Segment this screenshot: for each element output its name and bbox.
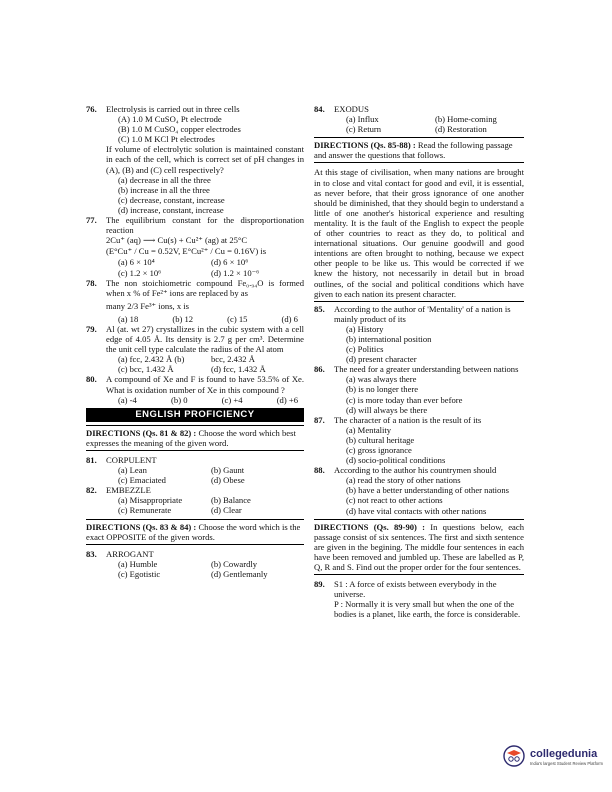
option-d: (d) +6 (276, 394, 298, 405)
question-80 (86, 374, 304, 404)
directions-81-82 (86, 425, 304, 451)
question-83 (86, 549, 304, 579)
question-body: If volume of electrolytic solution is maintained constant in each of the cell, which is correct set of pH changes in (A), (B) and (C) cell respectively? (106, 144, 304, 175)
question-stem: The character of a nation is the result of its (334, 414, 482, 425)
question-number: 81. (86, 455, 97, 465)
reading-passage: At this stage of civilisation, when many nations are brought in to close and vital contact for good and evil, it is essential, as never before, that their gross ignorance of one another should be diminished, that they should begin to understand a little of one another's historical experience and resulting mentality. It is the fault of the English to expect the people of other countries to react as they do, to political and international situations. Our genuine goodwill and good intentions are often brought to nothing, because we expect other people to be like us. This would be corrected if we knew the history, not necessarily in detail but in broad outlines, of the social and political conditions which have given to each nation its present character. (314, 167, 524, 301)
option-d: (d) will always be there (346, 404, 428, 415)
option-d: (d) increase, constant, increase (118, 204, 224, 215)
option-c: (c) gross ignorance (346, 445, 412, 455)
option-b: (b) 12 (172, 313, 194, 324)
question-82 (86, 485, 304, 515)
question-85 (314, 304, 524, 365)
directions-89-90 (314, 519, 524, 575)
directions-83-84 (86, 519, 304, 545)
question-line: many 2/3 Fe³⁺ ions, x is (106, 300, 190, 311)
options-row (106, 395, 304, 405)
question-word: EMBEZZLE (106, 485, 151, 496)
option-c: (c) decrease, constant, increase (118, 194, 225, 205)
option-d: (d) 1.2 × 10⁻⁶ (211, 267, 260, 278)
cell-c: (C) 1.0 M KCl Pt electrodes (118, 134, 215, 145)
question-81 (86, 455, 304, 485)
option-a: (a) Influx (346, 114, 379, 125)
option-b: bcc, 2.432 Å (211, 354, 255, 365)
question-number: 79. (86, 323, 97, 334)
option-b: (b) increase in all the three (118, 184, 210, 195)
right-column (314, 104, 524, 620)
logo-name[interactable]: collegedunia (530, 748, 598, 760)
question-number: 86. (314, 364, 325, 375)
option-d: (d) socio-political conditions (346, 455, 446, 466)
cell-b: (B) 1.0 M CuSO₄ copper electrodes (118, 124, 241, 135)
option-d: (d) Gentlemanly (211, 568, 268, 579)
option-d: (d) fcc, 1.432 Å (211, 364, 266, 375)
option-c: (c) Remunerate (118, 505, 172, 516)
option-b: (b) Home-coming (435, 114, 497, 125)
options-row (106, 364, 304, 374)
options-row (106, 268, 304, 278)
directions-text: Choose the word which is the exact OPPOSITE of the given words. (86, 521, 301, 542)
options-row (106, 314, 304, 324)
question-79 (86, 324, 304, 374)
option-a: (a) 6 × 10⁴ (118, 257, 155, 268)
option-d: (d) 6 × 10⁶ (211, 257, 249, 268)
directions-85-88 (314, 137, 524, 163)
option-a: (a) Lean (118, 465, 147, 476)
option-b: (b) is no longer there (346, 384, 419, 395)
question-word: EXODUS (334, 104, 369, 114)
question-77 (86, 215, 304, 278)
question-84 (314, 104, 524, 134)
question-78 (86, 278, 304, 324)
question-87 (314, 415, 524, 465)
cell-a: (A) 1.0 M CuSO₄ Pt electrode (118, 114, 222, 125)
sentence-s1: S1 : A force of exists between everybody in the universe. (334, 579, 497, 600)
options-row (106, 495, 304, 505)
question-number: 83. (86, 548, 97, 559)
section-banner: ENGLISH PROFICIENCY (86, 408, 304, 422)
directions-text: Choose the word which best expresses the meaning of the given word. (86, 427, 296, 448)
question-number: 88. (314, 465, 325, 476)
options-row (106, 257, 304, 267)
question-89 (314, 579, 524, 619)
question-number: 89. (314, 579, 325, 590)
option-c: (c) bcc, 1.432 Å (118, 364, 174, 375)
options-row (106, 475, 304, 485)
question-number: 78. (86, 277, 97, 288)
option-d: (d) 6 (281, 313, 298, 324)
options-row (106, 569, 304, 579)
logo-tagline: India's largest Student Review Platform (530, 761, 603, 766)
option-a: (a) fcc, 2.432 Å (b) (118, 354, 185, 365)
option-a: (a) History (346, 323, 384, 334)
question-stem: Electrolysis is carried out in three cells (106, 104, 240, 114)
question-number: 85. (314, 303, 325, 314)
option-c: (c) Emaciated (118, 475, 166, 486)
directions-label: DIRECTIONS (Qs. 81 & 82) : (86, 427, 197, 438)
question-word: ARROGANT (106, 548, 154, 559)
option-d: (d) have vital contacts with other nations (346, 505, 487, 516)
directions-label: DIRECTIONS (Qs. 89-90) : (314, 521, 426, 532)
question-number: 87. (314, 414, 325, 425)
electrode-data: (E°Cu⁺ / Cu = 0.52V, E°Cu²⁺ / Cu = 0.16V) is (106, 246, 267, 257)
option-a: (a) read the story of other nations (346, 475, 461, 486)
left-column (86, 104, 304, 579)
option-d: (d) Clear (211, 505, 242, 516)
option-c: (c) Egotistic (118, 568, 161, 579)
option-c: (c) not react to other actions (346, 495, 443, 506)
option-d: (d) Obese (211, 475, 245, 486)
directions-text: In questions below, each passage consist of six sentences. The first and sixth sentence are given in the begining. The middle four sentences in each have been removed and jumbled up. These are labelled as P, Q, R and S. Find out the proper order for the four sentences. (314, 521, 524, 573)
option-a: (a) was always there (346, 374, 417, 385)
option-b: (b) 0 (171, 394, 188, 405)
question-word: CORPULENT (106, 455, 157, 465)
option-c: (c) +4 (221, 394, 243, 405)
option-a: (a) 18 (118, 313, 139, 324)
options-row (106, 559, 304, 569)
options-row (106, 354, 304, 364)
option-c: (c) Politics (346, 344, 384, 355)
question-stem: The equilibrium constant for the disproportionation reaction (106, 215, 304, 236)
question-number: 80. (86, 374, 97, 385)
directions-text: Read the following passage and answer the questions that follows. (314, 140, 513, 161)
sentence-p: P : Normally it is very small but when the one of the bodies is a planet, like earth, the force is considerable. (334, 599, 521, 620)
option-b: (b) Gaunt (211, 465, 245, 476)
question-76 (86, 104, 304, 215)
option-d: (d) Restoration (435, 124, 487, 135)
option-d: (d) present character (346, 354, 417, 365)
options-row (106, 465, 304, 475)
question-stem: Al (at. wt 27) crystallizes in the cubic system with a cell edge of 4.05 Å. Its density is 2.7 g per cm³. Determine the unit cell type calculate the radius of the Al atom (106, 323, 304, 355)
option-b: (b) cultural heritage (346, 434, 415, 445)
option-a: (a) Misappropriate (118, 495, 183, 506)
question-stem: A compound of Xe and F is found to have 53.5% of Xe. What is oxidation number of Xe in this compound ? (106, 374, 304, 395)
option-c: (c) is more today than ever before (346, 394, 463, 405)
directions-label: DIRECTIONS (Qs. 83 & 84) : (86, 521, 197, 532)
question-stem: According to the author his countrymen should (334, 465, 497, 476)
options-row (334, 124, 524, 134)
option-b: (b) have a better understanding of other nations (346, 485, 509, 496)
option-a: (a) -4 (118, 394, 137, 405)
question-stem: According to the author of 'Mentality' of a nation is mainly product of its (334, 303, 511, 324)
option-c: (c) 1.2 × 10⁶ (118, 267, 162, 278)
option-c: (c) Return (346, 124, 382, 135)
option-a: (a) decrease in all the three (118, 174, 211, 185)
question-number: 77. (86, 215, 97, 226)
question-number: 82. (86, 485, 97, 496)
options-row (106, 505, 304, 515)
options-row (334, 114, 524, 124)
option-c: (c) 15 (227, 313, 248, 324)
option-a: (a) Mentality (346, 424, 392, 435)
option-a: (a) Humble (118, 558, 158, 569)
reaction-equation: 2Cu⁺ (aq) ⟶ Cu(s) + Cu²⁺ (ag) at 25°C (106, 235, 248, 246)
question-number: 76. (86, 104, 97, 114)
collegedunia-logo-icon (503, 745, 525, 767)
directions-label: DIRECTIONS (Qs. 85-88) : (314, 140, 416, 151)
option-b: (b) international position (346, 333, 432, 344)
option-b: (b) Cowardly (211, 558, 258, 569)
option-b: (b) Balance (211, 495, 251, 506)
question-88 (314, 465, 524, 515)
question-stem: The non stoichiometric compound Fe₀.₉₄O is formed when x % of Fe²⁺ ions are replaced by as (106, 277, 304, 298)
question-stem: The need for a greater understanding between nations (334, 364, 519, 375)
question-86 (314, 364, 524, 414)
question-number: 84. (314, 104, 325, 114)
